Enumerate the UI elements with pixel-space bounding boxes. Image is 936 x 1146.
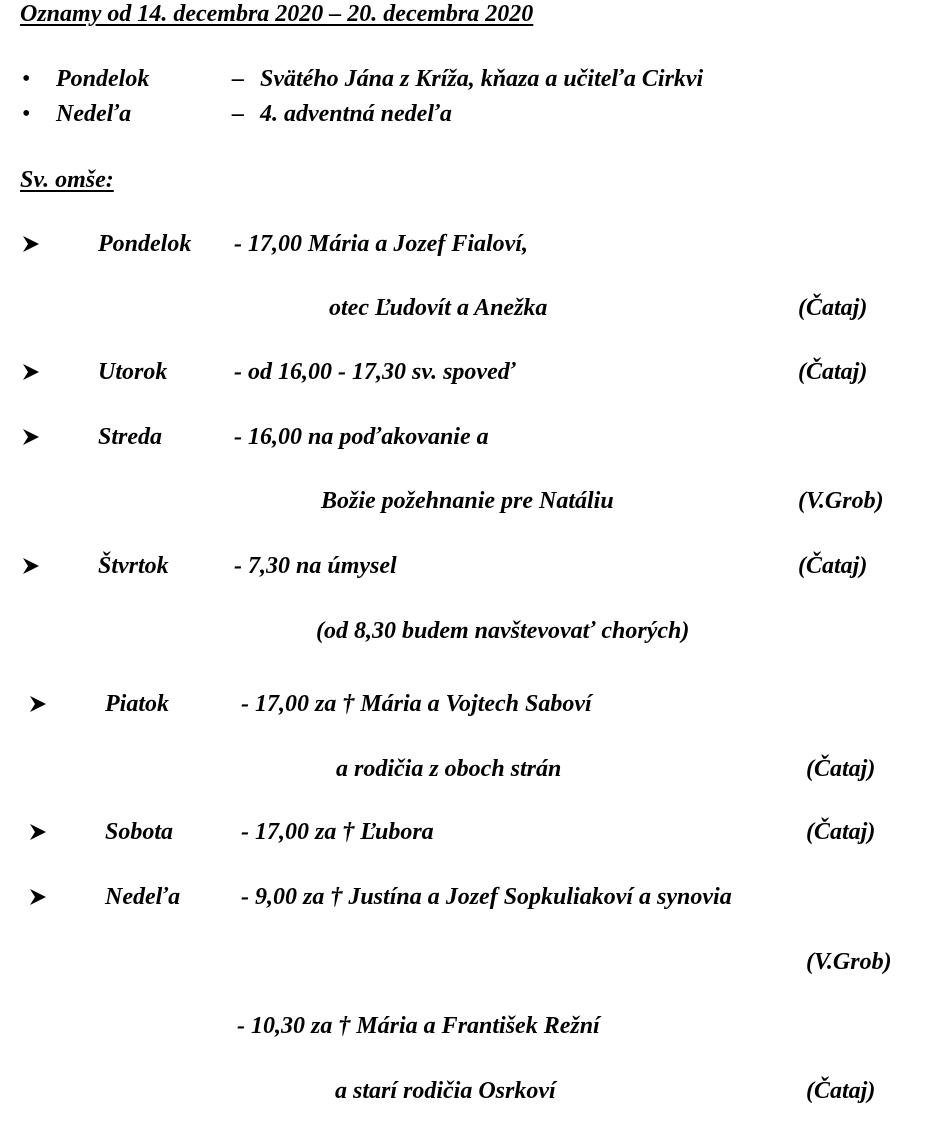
feast-text: Svätého Jána z Kríža, kňaza a učiteľa Cirkvi	[260, 66, 704, 92]
mass-place: (Čataj)	[798, 295, 868, 321]
mass-line: otec Ľudovít a Anežka	[329, 295, 548, 321]
arrow-bullet-icon	[29, 823, 47, 841]
mass-note: (od 8,30 budem navštevovať chorých)	[316, 618, 690, 644]
arrow-bullet-icon	[22, 557, 40, 575]
arrow-bullet-icon	[29, 888, 47, 906]
arrow-bullet-icon	[22, 428, 40, 446]
mass-day: Piatok	[105, 691, 169, 717]
mass-day: Pondelok	[98, 231, 192, 257]
feast-day: Pondelok	[56, 66, 150, 92]
arrow-bullet-icon	[22, 363, 40, 381]
arrow-bullet-icon	[22, 235, 40, 253]
mass-line: - 10,30 za † Mária a František Režní	[237, 1013, 600, 1039]
mass-line: - 16,00 na poďakovanie a	[234, 424, 489, 450]
masses-heading: Sv. omše:	[20, 167, 114, 193]
mass-place: (Čataj)	[798, 553, 868, 579]
mass-place: (Čataj)	[806, 819, 876, 845]
feast-day: Nedeľa	[56, 101, 132, 127]
bullet-icon: •	[22, 101, 31, 127]
mass-line: Božie požehnanie pre Natáliu	[321, 488, 614, 514]
mass-line: - 17,00 za † Ľubora	[241, 819, 434, 845]
mass-day: Sobota	[105, 819, 174, 845]
mass-line: - 17,00 Mária a Jozef Fialoví,	[234, 231, 528, 257]
arrow-bullet-icon	[29, 695, 47, 713]
mass-line: - od 16,00 - 17,30 sv. spoveď	[234, 359, 516, 385]
mass-line: - 17,00 za † Mária a Vojtech Saboví	[241, 691, 592, 717]
mass-place: (Čataj)	[798, 359, 868, 385]
mass-day: Utorok	[98, 359, 168, 385]
mass-line: - 9,00 za † Justína a Jozef Sopkuliakoví a synovia	[241, 884, 732, 910]
mass-place: (Čataj)	[806, 756, 876, 782]
mass-line: a starí rodičia Osrkoví	[335, 1078, 556, 1104]
mass-day: Nedeľa	[105, 884, 181, 910]
mass-place: (V.Grob)	[798, 488, 884, 514]
mass-place: (V.Grob)	[806, 949, 892, 975]
mass-day: Streda	[98, 424, 163, 450]
page-title: Oznamy od 14. decembra 2020 – 20. decembra 2020	[20, 1, 534, 27]
mass-line: a rodičia z oboch strán	[336, 756, 562, 782]
feast-dash: –	[232, 101, 244, 127]
mass-line: - 7,30 na úmysel	[234, 553, 397, 579]
mass-day: Štvrtok	[98, 553, 169, 579]
feast-dash: –	[232, 66, 244, 92]
bullet-icon: •	[22, 66, 31, 92]
feast-text: 4. adventná nedeľa	[260, 101, 452, 127]
mass-place: (Čataj)	[806, 1078, 876, 1104]
